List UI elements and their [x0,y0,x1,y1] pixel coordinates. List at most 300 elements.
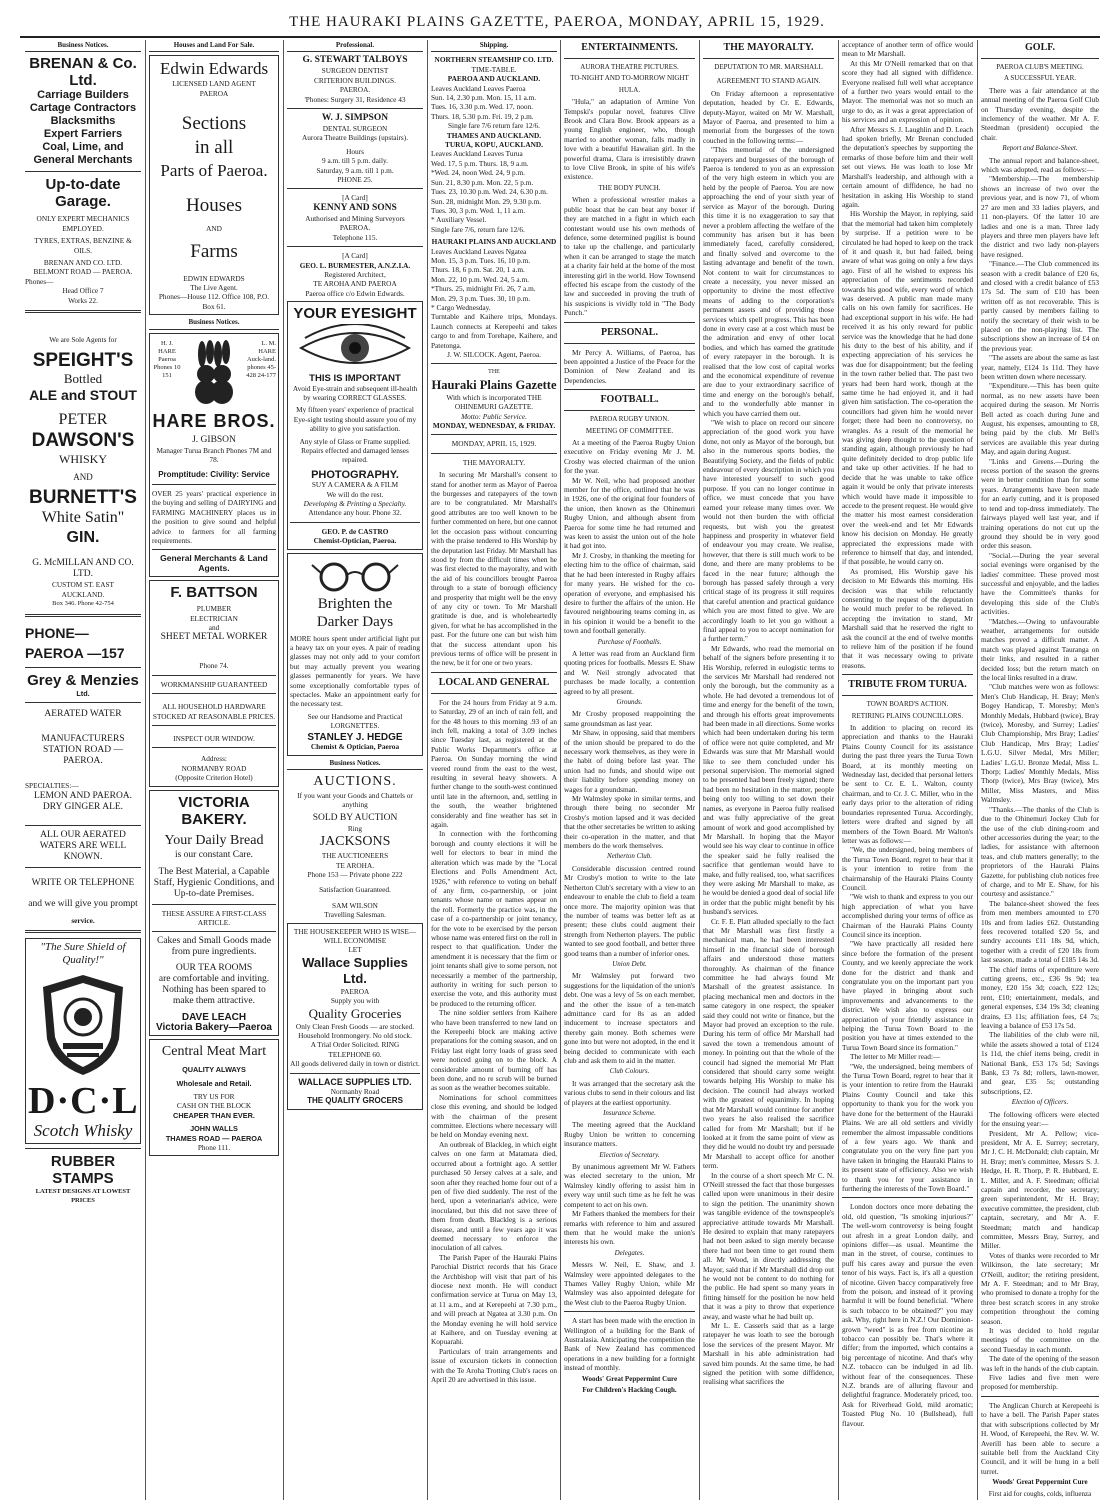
ent-hula: HULA. [618,85,641,94]
edwin-line: AND [206,224,222,234]
ship-row: Tues. 16, 3.30 p.m. Wed. 17, noon. [431,102,533,112]
tribute-para: The letter to Mr Miller read:— [850,1052,941,1062]
mayoralty-para: "We wish to place on record our sincere appreciation of the good work you have done, not only as Mayor of the borough, but also in the numerous sports bodies, the Beautifying Society, and the fields of public endeavour of every description in which you have interested yourself to such good purpose. If you can no longer continue in office, we must concede that you have earned your release many times over. We would not then burden the with official requests, but wish you the greatest happiness and prosperity in whatever field of endeavour you may create. We realise, however, that there is still much work to be done, and there are many problems to be faced in the near future; although the borough has passed safely through a very critical stage of its progress it still requires that careful attention and practical guidance which you are most fitted to give. We are accordingly loath to let you go without a final appeal to you to accept nomination for a further term." [703,418,834,644]
wallace-name: Wallace Supplies Ltd. [302,954,408,986]
simpson-line: Aurora Theatre Buildings (upstairs). [301,133,409,143]
rugby-sub: Insurance Scheme. [603,1109,656,1118]
golf-para: It was decided to hold regular meetings of the committee on the second Tuesday in each month. [981,1326,1099,1354]
golf-para: "The assets are about the same as last year, namely, £124 1s 11d. They have been written down where necessary. [981,353,1099,381]
mayoralty-para: At this Mr O'Neill remarked that on that score they had all signed with diffidence. Everyone realised full well what acceptance of a further two years would entail to the Mayor. The memorial was not so much an urge to do, as it was a great appreciation of his services and an expression of opinion. [842,58,973,125]
garage-line: ONLY EXPERT MECHANICS EMPLOYED. [36,214,130,233]
eyesight-title: YOUR EYESIGHT [293,305,417,323]
hare-gen: General Merchants & Land Agents. [160,553,268,573]
ship-tk: TURUA, KOPU, AUCKLAND. [445,140,543,150]
hare-mgr: Manager Turua Branch Phones 7M and 78. [156,445,272,465]
speights-line: AND [73,472,93,483]
golf-para: There was a fair attendance at the annual meeting of the Paeroa Golf Club on Thursday evening, despite the inclemency of the weather. Mr A. F. Steedman (president) occupied the chair. [981,85,1099,142]
battson-line: and [208,622,220,632]
wallace-s: Supply you with [330,996,380,1006]
auctions-title: AUCTIONS. [313,773,397,789]
victoria-tea: OUR TEA ROOMS [175,963,253,974]
mcmillan-line: CUSTOM ST. EAST [52,580,114,590]
meat-thames: THAMES ROAD — PAEROA [165,1133,263,1143]
garage-line: BELMONT ROAD — PAEROA. [33,267,133,277]
gazette-name: Hauraki Plains Gazette [431,377,557,392]
local-para: The Parish Paper of the Hauraki Plains Parochial District records that his Grace the Archbishop will visit that part of his diocese next month. He will conduct confirmation service at Turua on May 13, at 11 a.m., and at Kerepeehi at 7.30 p.m., and will preach at Ngatea at 3.30 p.m. On the Monday evening he will hold service at Kaihere, and on Tuesday evening at Kopuarahi. [431,1252,557,1347]
ship-row: Leaves Auckland Leaves Paeroa [431,83,526,93]
speights-line: Bottled [63,371,103,387]
column-mayoralty [700,40,837,1500]
kenny-name: KENNY AND SONS [313,202,397,213]
masthead: THE HAURAKI PLAINS GAZETTE, PAEROA, MONDAY, APRIL 15, 1929. [289,14,825,30]
eyesight-p2: My fifteen years' experience of practical Eye-sight testing should assure you of my ability to give you satisfaction. [293,405,417,434]
grey-phone: PHONE—PAEROA —157 [25,624,125,661]
victoria-bread: Your Daily Bread [164,832,264,848]
church-para: The Anglican Church at Kerepeehi is to have a bell. The Parish Paper states that with subscriptions collected by Mr H. Wood, of Kerepeehi, the Rev. W. W. Averill has been able to secure a suitable bell from the Auckland City Council, and it will be hung in a bell turret. [981,1400,1099,1476]
rugby-para: At a meeting of the Paeroa Rugby Union executive on Friday evening Mr J. M. Crosby was elected chairman of the union for the year. [564,438,695,476]
mayoralty-para: On Friday afternoon a representative deputation, headed by Cr. E. Edwards, deputy-Mayor, waited on Mr W. Marshall, Mayor of Paeroa, and presented to him a memorial from the burgesses of the town couched in the following terms:— [703,88,834,145]
jacksons-phone: Phone 153 — Private phone 222 [307,869,403,879]
golf-para: President, Mr A. Pellow; vice-president, Mr A. E. Surrey; secretary, Mr J. C. H. McDonald; club captain, Mr H. Bray; men's committee, Messrs S. J. Hedge, H. R. Thorp, P. R. Hubbard, E. L. Miller, and A. F. Steedman; official captain and recorder, the secretary; green superintendent, Mr H. Bray; executive committee, the president, club captain, secretary, and Mr A. F. Steedman; match and handicap committee, Messrs Bray, Surrey, and Miller. [981,1128,1099,1251]
golf-sub: Report and Balance-Sheet. [1002,144,1078,153]
edwin-sig: EDWIN EDWARDS [183,273,245,283]
talboys-line: CRITERION BUILDINGS. [314,75,396,85]
tribute-title: TRIBUTE FROM TURUA. [848,679,967,691]
auctions-sold: SOLD BY AUCTION [312,812,398,823]
jacksons-line: THE AUCTIONEERS [321,851,389,861]
simpson-line: DENTAL SURGEON [322,124,388,134]
burmester-line: Paeroa office c/o Edwin Edwards. [305,288,405,298]
victoria-cakes: Cakes and Small Goods made from pure ingredients. [157,936,271,958]
golf-para: "Club matches were won as follows: Men's Club Handicap, H. Bray; Men's Bogey Handicap, T. Moresby; Men's Monthly Medals, Hubbard (twice), Bray (twice), Moresby, and Surrey; Ladies' Club Championship, Mrs Bray; Ladies' Club Handicap, Mrs Bray; Ladies' L.G.U. Silver Medal, Mrs Miller; Ladies' L.G.U. Bronze Medal, Miss L. Thorp; Ladies' Monthly Medals, Miss Thorp (twice), Mrs Bray (twice), Mrs Miller, Miss Masters, and Miss Walmsley. [981,682,1099,805]
garage-line: TYRES, EXTRAS, BENZINE & OILS. [34,236,132,255]
column-business-notices [22,40,144,1500]
eyesight-p3: Any style of Glass or Frame supplied. [299,436,411,446]
rugby-para: A letter was read from an Auckland firm quoting prices for footballs. Messrs E. Shaw and W. Neil strongly advocated that purchases be made locally, a contention agreed to by all present. [564,648,695,696]
ship-row: Tues. 23, 10.30 p.m. Wed. 24, 6.30 p.m. [431,187,548,197]
golf-para: Five ladies and five men were proposed for membership. [981,1373,1099,1392]
burmester-card: [A Card] [342,251,368,261]
golf-para: The annual report and balance-sheet, which was adopted, read as follows:— [981,155,1099,175]
rugby-meeting: MEETING OF COMMITTEE. [585,426,674,435]
eye-icon [295,324,415,372]
hare-bros: HARE BROS. [152,410,276,431]
grey-write: WRITE OR TELEPHONE [31,877,135,888]
wallace-w2: WALLACE SUPPLIES LTD. [298,1076,412,1087]
ship-row: Single fare 7/6, return fare 12/6. [431,224,525,234]
burmester-line: Registered Architect, [324,269,386,279]
kenny-card: [A Card] [342,193,368,203]
mayoralty-para: "This memorial of the undersigned ratepayers and burgesses of the borough of Paeroa is tendered to you as an expression of the very high esteem in which you are held by the people of Paeroa. You are now approaching the end of your sixth year of service as Mayor of the borough. During this time it is no exaggeration to say that never a problem affecting the welfare of the community has arisen but it has been immediately faced, carefully considered, and finally solved and overcome to the lasting advantage and benefit of the town. Not content to wait for circumstances to create a necessity, you never missed an opportunity to divine the most effective means of adding to the corporation's permanent assets and of providing those services which spell progress. This has been done in every case at a cost which must be the admiration and envy of other local bodies, and which has earned the gratitude of every ratepayer in the borough. It is realised that the low cost of capital works and the economical expenditure of revenue are due to your extraordinary sacrifice of time and energy on the borough's behalf, and to the wonderfully able manner in which you have carried them out. [703,145,834,418]
column-shipping [428,40,560,1500]
battson-addr: Address: [201,754,227,764]
edwin-name: Edwin Edwards [159,59,269,79]
meat-cash: CASH ON THE BLOCK [176,1101,252,1111]
edwin-line: PAEROA [199,88,229,98]
speights-name: SPEIGHT'S [32,350,134,372]
wallace-q: Quality Groceries [308,1005,402,1021]
mayoralty-para: Cr. F. E. Platt alluded specially to the fact that Mr Marshall was first firstly a mechanical man, he had been interested himself in the financial side of borough affairs and understood those matters thoroughly. As chairman of the finance committee he had always found Mr Marshall of the greatest assistance. In placing mechanical men and doctors in the same category in one respect, the speaker said they could not write or finance, but the Mayor had proved an exception to the rule. During his term of office Mr Marshall had saved the town a tremendous amount of money. In pointing out that the whole of the council had signed the memorial Mr Platt considered that should carry some weight towards helping His Worship to make his decision. The council had always worked with the greatest of equanimity. In hoping that Mr Marshall would continue for another two years he also realised the sacrifice called for from Mr Marshall; but if he looked at it from the same point of view as they did he would no doubt try and persuade Mr Marshall to accept office for another term. [703,916,834,1171]
ship-note: Turntable and Kaihere trips, Mondays. Launch connects at Kerepeehi and takes cargo to and from Torehape, Kaihere, and Patetonga. [431,312,557,350]
sam-name: SAM WILSON [332,900,378,910]
mayoralty-para: Mr L. E. Casserls said that as a large ratepayer he was loath to see the borough lose the services of the present Mayor. Mr Marshall in his able administration had saved him pounds. At the same time, he had signed the petition with some diffidence, realising what sacrifices the [703,1321,834,1387]
rugby-sub: PAEROA RUGBY UNION. [589,415,670,424]
darker-para: MORE hours spent under artificial light put a heavy tax on your eyes. A pair of reading glasses may not only add to your comfort but may actually prevent you wearing glasses permanently for years. We have some exceptionally comfortable types of spectacles. Make an appointment early for the necessary test. [290,633,420,709]
darker-see: See our Handsome and Practical LORGNETTES. [307,711,403,731]
grey-line: LEMON AND PAEROA. [33,790,133,801]
ship-row: Thurs. 18, 5.30 p.m. Fri. 19, 2 p.m. [431,111,534,121]
jacksons-name: JACKSONS [319,834,391,850]
ship-co: NORTHERN STEAMSHIP CO. LTD. [434,55,554,65]
brenan-line: Carriage Builders [37,89,129,102]
football-title: FOOTBALL. [600,394,659,406]
hare-gibson: J. GIBSON [192,434,236,445]
dcl-logo: D·C·L [28,1079,139,1122]
sam-t: Travelling Salesman. [324,910,386,920]
section-header: Business Notices. [149,318,279,329]
ship-row: Sun. 28, midnight Mon. 29, 9.30 p.m. [431,196,542,206]
hare-right: L. M. HARE Auck-land. phones 45-428 24-177 [246,339,276,379]
golf-para: The date of the opening of the season was left in the hands of the club captain. [981,1354,1099,1373]
castro-name: GEO. P. de CASTRO [321,526,389,536]
golf-para: "Expenditure.—This has been quite normal, as no new assets have been acquired during the season. Mr Norris Bell acted as coach during June and August, his expenses, amounting to £8, being paid by the club. Mr Bell's services are available this year during May, and again during August. [981,381,1099,457]
garage-line: BRENAN AND CO. LTD. [43,258,123,268]
grey-line: SPECIALTIES:— [25,781,79,791]
hedge-t: Chemist & Optician, Paeroa [310,742,400,752]
grey-line: DRY GINGER ALE. [42,801,124,812]
simpson-line: Hours [346,146,364,156]
rugby-para: Mr W. Neil, who had proposed another member for the office, outlined that he was in 1926, one of the original four founders of the union, then known as the Ohinemuri Rugby Union, and although absent from Paeroa for some time he had returned and was keen to assist the union out of the hole it had got into. [564,475,695,551]
brenan-line: Coal, Lime, and [42,141,124,154]
hare-prompt: Promptitude: Civility: Service [158,470,270,480]
mayoralty-para: His Worship the Mayor, in replying, said that the memorial had taken him completely by surprise. If a petition were to be circulated he had hoped to keep on the track of it and quash it, but had failed, being aware of what was going on only a few days ago. First of all he wished to express his appreciation of the sentiments recorded towards his good wife, every word of which was deserved. A public man made many calls on his own family for sacrifices. He had exceptional support in his wife. He had received it as his only reward for public service was the knowledge that he had done his duty to the best of his ability, and if expecting appreciation of his services he was due for disappointment; but the feeling in the town rather belied that. The past two years had been hard work, though at the same time he had enjoyed it, and it had given him satisfaction. The co-operation the councillors had given him he would never forget; there had been no controversy, no wrangles. As a result of the memorial he was giving deep thought to the question of standing again, although previously he had quite definitely decided to drop public life and take up other activities. If he had to decide that he was unable to take office again it would be only that private interests which would have made it impossible to accede to the present request. He would give the matter his most earnest consideration over the week-end and let Mr Edwards know his decision on Monday. He greatly appreciated the expressions made with reference to himself that day, and intended, if that possible, he would carry on. [842,209,973,567]
edwin-sections: Sections [181,113,247,135]
battson-hw: ALL HOUSEHOLD HARDWARE STOCKED AT REASONABLE PRICES. [152,702,276,721]
ship-row: Leaves Auckland Leaves Ngatea [431,246,527,256]
ship-row: Mon. 22, 10 p.m. Wed. 24, 5 a.m. [431,274,529,284]
burnett-name: BURNETT'S [29,487,137,509]
hare-para: OVER 25 years' practical experience in the buying and selling of DAIRYING and FARMING MACHINERY places us in the position to give sound and helpful advice to farmers for all farming requirements. [152,488,276,545]
gazette-date: MONDAY, APRIL 15, 1929. [451,439,537,449]
ship-row: Mon. 15, 3 p.m. Tues. 16, 10 p.m. [431,255,531,265]
local-general-title: LOCAL AND GENERAL [438,676,550,688]
ent-title: ENTERTAINMENTS. [581,42,678,53]
ent-punch-para: When a professional wrestler makes a public boast that he can beat any boxer if they are matched in a fight in which each contestant would use his own methods of defence, some determined pugilist is bound to take up the challenge, and particularly when it can be arranged to stage the match at a charity fair held at the home of the most interesting girl in the world. How Townsend effected his escape from the custody of the law and succeeded in proving the truth of his suspicions is vividly told in "The Body Punch." [564,195,695,318]
wallace-nr: Normanby Road [330,1087,380,1097]
kenny-line: Authorised and Mining Surveyors [305,213,405,223]
garage-title: Up-to-date Garage. [45,176,121,211]
wallace-qg: THE QUALITY GROCERS [307,1096,403,1106]
darker-title: Brighten the [317,595,393,612]
victoria-best: The Best Material, a Capable Staff, Hygienic Conditions, and Up-to-date Premises. [153,866,275,899]
mayoralty-para: Mr Edwards, who read the memorial on behalf of the signers before presenting it to His Worship, referred in eulogistic terms to the services Mr Marshall had rendered not only the borough, but the community as a whole. He had devoted a tremendous lot of time and energy for the benefit of the town, and through his efforts great improvements had been made in all directions. Some works which had been undertaken during his term of office were not quite completed, and Mr Edwards was sure that Mr Marshall would like to see them concluded under his personal supervision. The memorial signed to be presented had been freely signed; there had been no hesitation in the matter, people being only too willing to set down their names, as everyone in Paeroa fully realised and was fully appreciative of the great amount of work and good accomplished by Mr Marshall. In hoping that the Mayor would see his way clear to continue in office the speaker said he fully realised the sacrifice that gentleman would have to make, and fully realised, too, what sacrifices they were asking Mr Marshall to make, as he would be denied a good deal of social life in order that the public might benefit by his husband's services. [703,643,834,917]
dcl-scotch: Scotch Whisky [33,1120,133,1140]
column-mayoralty-cont [839,40,976,1500]
rugby-para: Mr Crosby proposed reappointing the same groundsman as last year. [564,709,695,728]
rugby-para: It was arranged that the secretary ask the various clubs to send in their colours and list of players at the earliest opportunity. [564,1078,695,1107]
mcmillan-firm: G. McMILLAN AND CO. LTD. [32,558,134,580]
meat-cheaper: CHEAPER THAN EVER. [173,1110,255,1120]
hedge-name: STANLEY J. HEDGE [307,731,403,743]
rugby-sub: Grounds. [616,697,643,706]
grey-ltd: Ltd. [76,688,90,698]
castro-t: Chemist-Optician, Paeroa. [313,536,397,546]
victoria-assure: THESE ASSURE A FIRST-CLASS ARTICLE. [161,908,267,927]
rugby-para: Messrs W. Neil, E. Shaw, and J. Walmsley were appointed delegates to the Thames Valley Rugby Union, while Mr Walmsley was also appointed delegate for the West club to the Paeroa Rugby Union. [564,1260,695,1307]
burnett-line: GIN. [66,529,100,547]
ship-row: Thurs. 18, 6 p.m. Sat. 20, 1 a.m. [431,265,525,275]
column-entertainments [561,40,698,1500]
battson-guar: WORKMANSHIP GUARANTEED [160,679,268,689]
brenan-line: General Merchants [33,154,133,167]
mayoralty-para: As promised, His Worship gave his decision to Mr Edwards this morning. His decision was that while reluctantly consenting to the request of the deputation he would much prefer to be relieved. In accepting the invitation to stand, Mr Marshall said that he reserved the right to ask the council at the end of twelve months to relieve him of the position if he found that it was necessary owing to private reasons. [842,566,973,670]
ship-hp: HAURAKI PLAINS AND AUCKLAND [431,237,557,247]
golf-para: Votes of thanks were recorded to Mr Wilkinson, the late secretary; Mr O'Neill, auditor; the retiring president, Mr A. F. Steedman; and to Mr Bray, who promised to donate a trophy for the three best scratch scores in any stroke competition throughout the coming season. [981,1250,1099,1326]
section-header: Business Notices. [287,759,423,770]
grey-service: service. [71,915,95,925]
local-para: Nominations for school committees close this evening, and should be lodged with the chairman of the present committee. Elections where necessary will be held on Monday evening next. [431,1092,557,1140]
cure-ad-2: First aid for coughs, colds, influenza [988,1489,1092,1498]
victoria-comf: are comfortable and inviting. Nothing has been spared to make them attractive. [158,974,270,1007]
mayoralty-agree: AGREEMENT TO STAND AGAIN. [716,77,821,86]
battson-line: PLUMBER [196,604,232,614]
golf-para: The following officers were elected for the ensuing year:— [981,1109,1099,1129]
local-para: In connection with the forthcoming borough and county elections it will be well for electors to bear in mind the alteration which was made by the "Local Elections and Polls Amendment Act, 1926," with reference to voting on behalf of any firm, co-partnership, or joint tenants whose name or names appear on the roll. Formerly the practice was, in the case of a co-partnership or joint tenancy, for the vote to be exercised by the person whose name was entered first on the roll in respect to that qualification. Under the amendment it is necessary that the firm or joint tenants shall give to some person, not necessarily a member of the partnership, authority in writing for such person to exercise the vote, and this authority must be produced to the returning officer. [431,829,557,1008]
auctions-ring: Ring [347,823,363,833]
simpson-name: W. J. SIMPSON [321,113,389,124]
column-houses-land [146,40,282,1500]
spectacles-icon [310,559,400,593]
mayoralty-para: In the course of a short speech Mr C. N. O'Neill stressed the fact that those burgesses called upon were unanimous in their desire to sign the petition. The unanimity shown was tangible evidence of the townspeople's appreciative attitude towards Mr Marshall. He desired to explain that many ratepayers had not been asked to sign merely because there had not been time to get round them all. Mr Wood, in directly addressing the Mayor, said that if Mr Marshall did drop out he would not be content to do nothing for the public. He had spent so many years in fitting himself for the position he now held that it was a pity to throw that experience away, and waste what he had built up. [703,1170,834,1321]
meat-walls: JOHN WALLS [190,1124,238,1134]
rugby-sub: Delegates. [614,1248,645,1257]
edwin-line: LICENSED LAND AGENT [172,79,256,89]
gazette-the: THE [488,369,500,376]
wallace-all: All goods delivered daily in town or district. [290,1059,420,1069]
jacksons-line: TE AROHA. [335,860,375,870]
photo-we: We will do the rest. [326,489,384,499]
golf-para: "Membership.—The membership shows an increase of two over the previous year, and is now 71, of whom 27 are men and 33 ladies players, and 11 non-players. Of the latter 10 are ladies and one is a man. Three lady players and three men players have left the district and two lady non-players have resigned. [981,174,1099,259]
battson-line: SHEET METAL WORKER [160,632,268,643]
wallace-let: LET [348,945,362,955]
eyesight-p4: Repairs effected and damaged lenses repaired. [301,445,409,465]
jacksons-sat: Satisfaction Guaranteed. [319,885,391,895]
tribute-sub: RETIRING PLAINS COUNCILLORS. [851,711,964,720]
wallace-only: Only Clean Fresh Goods — are stocked. [295,1021,415,1031]
brenan-line: Cartage Contractors [29,102,137,115]
golf-para: "Social.—During the year several social evenings were organised by the ladies' committee. These proved most successful and enjoyable, and the ladies have the Committee's thanks for developing this side of the Club's activities. [981,550,1099,617]
speights-intro: We are Sole Agents for [49,335,117,345]
eyesight-imp: THIS IS IMPORTANT [309,373,401,385]
edwin-farms: Farms [190,240,238,262]
battson-inspect: INSPECT OUR WINDOW. [173,733,255,743]
tribute-para: "We have practically all resided here since before the formation of the present County, and we keenly appreciate the work done for the district and thank and congratulate you on the important part you have played in bringing about such improvements and advancements to the district. We wish also to express our appreciation of your friendly assistance in helping the Turua Town Board to the position you have at times extended to the Turua Town Board since its formation." [842,939,973,1052]
victoria-care: is our constant Care. [174,849,254,860]
ship-row: Sun. 21, 8.30 p.m. Mon. 22, 5 p.m. [431,177,534,187]
column-golf [978,40,1102,1500]
battson-phone: Phone 74. [199,661,229,671]
golf-sub: A SUCCESSFUL YEAR. [1003,74,1077,83]
ship-row: Leaves Auckland Leaves Turua [431,149,523,159]
golf-title: GOLF. [1025,42,1055,53]
battson-road: NORMANBY ROAD [181,763,247,773]
kenny-line: Telephone 115. [332,232,378,242]
misc-para: A start has been made with the erection in Wellington of a building for the Bank of Australasia. Anticipating the competition the Bank of New Zealand has commenced operations in a new building for a fortnight instead of monthly. [564,1316,695,1373]
simpson-phone: PHONE 25. [337,175,373,185]
local-para: For the 24 hours from Friday at 9 a.m. to Saturday, 29 of an inch of rain fell, and for the 48 hours to this morning .93 of an inch fell, making a total of 3.09 inches since Tuesday last, as registered at the Public Works Department's office at Paeroa. On Sunday morning the wind veered round from the east to the west, resulting in several heavy showers. A further change to the south-west continued until late in the afternoon, and, settling in the south, the weather brightened considerably and fine weather has set in again. [431,697,557,830]
photo-buy: SUY A CAMERA & A FILM [311,480,399,490]
local-para: Particulars of train arrangements and issue of excursion tickets in connection with the Te Aroha Trotting Club's races on April 20 are advertised in this issue. [431,1346,557,1385]
ship-row: Wed. 17, 5 p.m. Thurs. 18, 9 a.m. [431,158,529,168]
column-professional [284,40,426,1500]
brenan-line: Blacksmiths [50,115,116,128]
simpson-line: 9 a.m. till 5 p.m. daily. [321,156,388,166]
rugby-sub: Election of Secretary. [599,1150,660,1159]
talboys-name: G. STEWART TALBOYS [302,55,408,66]
golf-para: The liabilities of the club were nil, while the assets showed a total of £124 1s 11d, the chief items being, credit in National Bank, £53 17s 5d; Savings Bank, £3 7s 8d; rollers, lawn-mower, and gear, £35 5s; outstanding subscriptions, £2. [981,1030,1099,1096]
gazette-motto: Motto: Public Service. [461,411,527,421]
section-header: Houses and Land For Sale. [149,41,279,52]
meat-w: Wholesale and Retail. [176,1078,252,1088]
burmester-name: GEO. L. BURMESTER, A.N.Z.I.A. [299,260,411,270]
wallace-h: THE HOUSEKEEPER WHO IS WISE— [293,926,417,936]
ship-pa: PAEROA AND AUCKLAND. [447,74,541,84]
editorial-title: THE MAYORALTY. [462,457,526,467]
grey-line: MANUFACTURERS [41,734,125,745]
edwin-line: in all [194,137,234,159]
ent-punch: THE BODY PUNCH. [598,183,661,192]
rugby-para: By unanimous agreement Mr W. Fathers was elected secretary to the union, Mr Walmsley kindly offering to assist him in every way until such time as he felt he was competent to act on his own. [564,1162,695,1209]
golf-para: The balance-sheet showed the fees from men members amounted to £70 10s and from ladies £62. Outstanding fees recovered totalled £20 5s, and sundry accounts £11 18s 9d, which, together with a credit of £20 18s from last season, made a total of £185 14s 3d. [981,898,1099,965]
ship-row: Single fare 7/6 return fare 12/6. [448,121,540,131]
wallace-w: WILL ECONOMISE [323,935,387,945]
rugby-para: Mr Shaw, in opposing, said that members of the union should be prepared to do the necessary work themselves, as they were in the habit of doing before last year. The union had no funds, and should wipe out their liability before spending money on wages for a groundsman. [564,728,695,794]
dawson-line: PETER [58,411,108,429]
personal-title: PERSONAL. [601,326,658,338]
rugby-sub: Club Colours. [609,1067,650,1076]
tribute-para: "We wish to thank and express to you our high appreciation of what you have accomplished during your terms of office as Chairman of the Hauraki Plains County Council since its inception. [842,892,973,939]
tribute-para: "We, the undersigned, being members of the Turua Town Board, regret to hear that it is your intention to retire from the Hauraki Plains County Council and take this opportunity to thank you for the work you have done for the betterment of the Hauraki Plains. We are all old settlers and vividly remember the almost impassable conditions of a few years ago. We thank and congratulate you on the very fine part you have taken in bringing the Hauraki Plains to its present state of efficiency. Also we wish to thank you for your assistance in furthering the interests of the Town Board." [842,1061,973,1193]
rubber-designs: LATEST DESIGNS AT LOWEST PRICES [35,1187,131,1205]
gazette-days: MONDAY, WEDNESDAY, & FRIDAY. [432,421,556,431]
ent-tonight: TO-NIGHT AND TO-MORROW NIGHT [570,74,689,83]
meat-try: TRY US FOR [193,1092,235,1102]
victoria-vb: Victoria Bakery—Paeroa [156,1021,272,1033]
grey-line: STATION ROAD — PAEROA. [43,745,123,767]
local-para: An outbreak of Blackleg, in which eight calves on one farm at Matamata died, occurred about a fortnight ago. A settler purchased 50 Jersey calves at a sale, and soon after they reached home four out of a pen of five died suddenly. The rest of the herd, upon a veterinarian's advice, were inoculated, but this did not save three of them from death. Blackleg is a serious disease, and until a few years ago it was deemed necessary to enforce the inoculation of all calves. [431,1139,557,1253]
rugby-para: Mr J. Crosby, in thanking the meeting for electing him to the office of chairman, said that he had been interested in Rugby affairs for many years. He wished for the co-operation of everyone, and emphasised his desire to further the affairs of the union. He favoured neighbouring teams coming in, as in his opinion it would be a benefit to the town and football generally. [564,550,695,636]
ship-row: *Wed. 24, noon Wed. 24, 9 p.m. [431,168,525,178]
ship-tt: TIME-TABLE. [471,64,517,74]
rugby-sub: Union Debt. [612,959,647,968]
dcl-shield-text: "The Sure Shield of Quality!" [40,940,126,966]
tribute-para: In addition to placing on record its appreciation and thanks to the Hauraki Plains County Council for its assistance during the past three years the Turua Town Board, at its monthly meeting on Wednesday last, decided that personal letters be sent to Cr. E. L. Walton, county chairman, and to Cr. J. C. Miller, who in the early days prior to the alteration of riding boundaries represented Turua. Accordingly, letters were drafted and signed by all members of the Town Board. Mr Walton's letter was as follows:— [842,723,973,845]
hare-left: H. J. HARE Paeroa Phones 10 151 [153,339,181,379]
brenan-title: BRENAN & Co. Ltd. [29,55,137,90]
mayoralty-para: After Messrs S. J. Laughlin and D. Leach had spoken briefly, Mr Brenan concluded the deputation's speeches by supporting the remarks of those before him and their well set out views. He was loath to lose Mr Marshall's leadership, and although with a certain amount of diffidence, he had no hesitation in asking His Worship to stand again. [842,124,973,209]
grey-line: AERATED WATER [44,709,122,720]
masthead-rule [20,36,1100,38]
grey-give: and we will give you prompt [28,898,138,909]
tobacco-para: London doctors once more debating the old, old question, "Is smoking injurious?" The well-worn controversy is being fought out afresh in a great London daily, and opinions differ—as usual. Meantime the man in the street, of course, continues to puff his cares away and pursue the even tenor of his ways. Fact is, it's all a question of nicotine. Given 'baccy comparatively free from the poison, and instead of it proving harmful it will be found beneficial. "Where is such tobacco to be obtained?" you may ask. Why, right here in N.Z.! Our Dominion-grown "weed" is as free from nicotine as tobacco can possibly be. That's where it differ; from the imported, which contains a big percentage of nicotine. And that's why N.Z. tobacco can be indulged in ad lib. without fear of the consequences. These N.Z. brands are of alluring flavour and delightful fragrance. Moderately priced, too. Ask for Riverhead Gold, mild aromatic; Toasted Plug No. 10 (Bullshead), full flavour. [842,1202,973,1428]
ship-row: Tues. 30, 3 p.m. Wed. 1, 11 a.m. [431,205,526,215]
mcmillan-box: Box 346. Phone 42-754 [52,600,114,608]
ship-row: *Thurs. 25, midnight Fri. 26, 7 a.m. [431,284,536,294]
section-header: Business Notices. [25,41,141,52]
wallace-p: PAEROA [340,986,370,996]
cure-ad: Woods' Great Peppermint Cure [581,1374,678,1383]
auctions-p: If you want your Goods and Chattels or anything [297,790,413,810]
victoria-name: VICTORIA BAKERY. [178,793,250,828]
garage-line: Phones— [25,276,54,286]
speights-line: ALE and STOUT [29,387,137,404]
ship-row: Sun. 14, 2.30 p.m. Mon. 15, 11 a.m. [431,93,537,103]
ship-row: * Cargo Wednesday. [431,302,491,312]
meat-q: QUALITY ALWAYS [182,1065,246,1075]
cure-ad: Woods' Great Peppermint Cure [992,1478,1088,1487]
ship-agent: J. W. SILCOCK. Agent, Paeroa. [447,350,541,359]
golf-para: "Thanks.—The thanks of the Club is due to the Ohinemuri Jockey Club for the use of the club dining-room and other accessories during the year; to the ladies, for assistance with afternoon teas, and club matters generally; to the proprietors of the Hauraki Plains Gazette, for publishing club notices free of charge, and to Mr E. Shaw, for his courtesy and assistance." [981,804,1099,899]
mcmillan-line: AUCKLAND. [61,589,105,599]
rugby-para: Mr Fathers thanked the members for their remarks with reference to him and assured them that he would make the union's interests his own. [564,1209,695,1247]
cure-ad-2: For Children's Hacking Cough. [582,1386,677,1394]
tribute-sub: TOWN BOARD'S ACTION. [866,700,949,709]
wallace-trial: A Trial Order Solicited. RING TELEPHONE 60. [310,1040,400,1059]
editorial-text: In securing Mr Marshall's consent to stand for another term as Mayor of Paeroa the burgesses and ratepayers of the town are to be congratulated. Mr Marshall's good attributes are too well known to be further commented on here, but one cannot let the occasion pass without concurring with the praise tendered to His Worship by the deputation last Friday. Mr Marshall has stood by from the difficult times when he was first elected to the mayoralty, and with the aid of his councillors brought Paeroa through to a state of borough efficiency and prosperity that might well be the envy of any city or town. To Mr Marshall gratitude is due, and is wholeheartedly given, for what he has accomplished in the past. For the future one can but wish him that the success attendant upon his previous terms of office will be present in the new, be it for one or two years. [431,470,557,668]
edwin-line: The Live Agent. [190,283,238,293]
garage-line: Head Office 7 [62,286,104,296]
talboys-phones: 'Phones: Surgery 31, Residence 43 [304,94,406,104]
wallace-hc: Household Ironmongery. No old stock. [298,1031,412,1040]
dawson-name: DAWSON'S [31,430,135,452]
brenan-line: Expert Farriers [43,128,123,141]
personal-para: Mr Percy A. Williams, of Paeroa, has been appointed a Justice of the Peace for the Dominion of New Zealand and its Dependencies. [564,347,695,385]
edwin-houses: Houses [186,195,242,217]
mayoralty-para: acceptance of another term of office would mean to Mr Marshall. [842,40,973,59]
mayoralty-sub: DEPUTATION TO MR. MARSHALL [714,63,823,71]
kenny-line: PAEROA. [339,223,371,233]
golf-para: The chief items of expenditure were cutting greens, etc., £36 9s 9d; tea money, £20 15s 3d; coach, £22 12s; rent, £10; entertainment, medals, and general expenses, £34 19s 3d; cleaning drains, £3 11s; affiliation fees, £4 7s; leaving a balance of £53 17s 5d. [981,964,1099,1031]
rugby-para: The meeting agreed that the Auckland Rugby Union be written to concerning insurance matters. [564,1120,695,1149]
rugby-para: Mr Walmsley put forward two suggestions for the liquidation of the union's debt. One was a levy of 5s on each member, and the other the issue of a ten-match admittance card for 8s as an added inducement to increase spectators and thereby gain money. Both schemes were gone into but were not adopted, in the end it being decided to communicate with each club and ask them to aid in the matter. [564,971,695,1065]
grey-name: Grey & Menzies [27,671,139,689]
meat-phone: Phone 111. [197,1143,231,1153]
photo-dev: Developing & Printing a Specialty. [303,499,407,508]
victoria-leach: DAVE LEACH [181,1012,247,1024]
darker-title-2: Darker Days [316,613,394,630]
edwin-line: Parts of Paeroa. [160,161,268,181]
burnett-line: White Satin" [41,509,125,527]
rugby-sub: Netherton Club. [606,852,653,861]
golf-sub: PAEROA CLUB'S MEETING. [996,63,1084,71]
ent-hula-para: "Hula," an adaptation of Armine Von Tempski's popular novel, features Clive Brook and Clara Bow. Brook appears as a young English engineer, who, though married to another woman, falls madly in love with a beautiful Hawaiian girl. In the powerful drama, Clara is irresistibly drawn to love Clive Brook, in spite of his wife's existence. [564,97,695,182]
tribute-para: "We, the undersigned, being members of the Turua Town Board, regret to hear that it is your intention to retire from the chairmanship of the Hauraki Plains County Council. [842,845,973,892]
golf-para: "Links and Greens.—During the recess portion of the season the greens were in better condition than for some years. Arrangements have been made for an early cutting, and it is proposed to tend and top-dress immediately. The fairways played well last year, and if training operations do not cut up the ground they should be in very good order this season. [981,456,1099,551]
mayoralty-title: THE MAYORALTY. [723,42,814,53]
ship-row: * Auxiliary Vessel. [431,215,487,225]
meat-name: Central Meat Mart [161,1044,267,1060]
section-header: Shipping. [431,41,557,52]
rugby-sub: Purchase of Footballs. [597,637,662,646]
garage-line: Works 22. [68,295,98,305]
golf-para: "Finance.—The Club commenced its season with a credit balance of £20 6s, and closed with a credit balance of £53 17s 5d. The sum of £10 has been written off as not recoverable. This is partly caused by members failing to notify the secretary of their wish to be placed on the non-playing list. The subscriptions show an increase of £4 on the previous year. [981,259,1099,353]
photo-att: Attendance any hour. Phone 32. [308,508,402,518]
ship-row: Mon. 29, 3 p.m. Tues. 30, 10 p.m. [431,293,531,303]
local-para: The nine soldier settlers from Kaihere who have been transferred to new land on the Kerepeehi block are making active preparations for the coming season, and on Friday last eight lorry loads of grass seed were noticed going on to the block. A considerable amount of burning off has been done, and no re scrub will be burned as soon as the weather becomes suitable. [431,1008,557,1093]
battson-name: F. BATTSON [170,584,258,602]
battson-line: ELECTRICIAN [190,613,238,623]
edwin-phones: Phones—House 112. Office 108, P.O. Box 61. [158,292,270,311]
